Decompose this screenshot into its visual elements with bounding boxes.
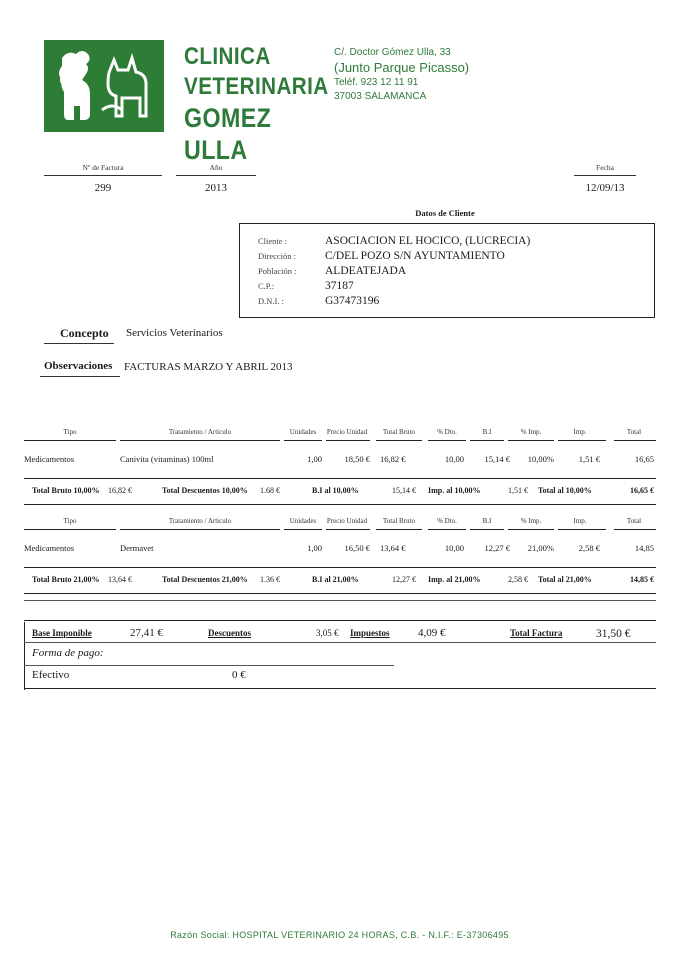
concepto-underline <box>44 343 114 344</box>
row2-tratamiento: Dermavet <box>120 543 154 553</box>
payment-label: Forma de pago: <box>32 647 104 659</box>
col-header-imp-pct: % Imp. <box>520 428 542 436</box>
row1-tratamiento: Canivita (vitaminas) 100ml <box>120 454 214 464</box>
col-rule <box>470 529 504 530</box>
descuentos-value: 3,05 € <box>316 628 339 638</box>
base-imponible-label: Base Imponible <box>32 628 92 638</box>
address-street: C/. Doctor Gómez Ulla, 33 <box>334 47 451 58</box>
col-rule <box>558 440 606 441</box>
clinic-name-line3: GOMEZ ULLA <box>184 103 272 165</box>
summary2-desc-label: Total Descuentos 21,00% <box>162 575 248 584</box>
col-header-tipo: Tipo <box>63 428 77 436</box>
impuestos-label: Impuestos <box>350 628 390 638</box>
col-header-dto: % Dto. <box>437 428 457 436</box>
col-rule <box>614 440 656 441</box>
col-rule <box>428 440 466 441</box>
row1-total: 16,65 <box>634 454 654 464</box>
invoice-date-label: Fecha <box>574 163 636 176</box>
observaciones-label: Observaciones <box>44 360 113 372</box>
row1-bi: 15,14 € <box>484 454 510 464</box>
row2-bi: 12,27 € <box>484 543 510 553</box>
payment-amount: 0 € <box>232 669 246 681</box>
invoice-date: 12/09/13 <box>585 182 625 194</box>
col-header-imp: Imp. <box>573 517 587 525</box>
client-section-title: Datos de Cliente <box>415 208 475 218</box>
col-rule <box>614 529 656 530</box>
clinic-name-line2: VETERINARIA <box>184 73 329 100</box>
row1-imp: 1,51 € <box>578 454 600 464</box>
summary2-imp-value: 2,58 € <box>508 575 528 584</box>
observaciones-value: FACTURAS MARZO Y ABRIL 2013 <box>124 361 293 373</box>
totals-top-rule <box>24 620 656 621</box>
col-rule <box>470 440 504 441</box>
col-rule <box>284 440 322 441</box>
col-rule <box>428 529 466 530</box>
row2-bruto: 13,64 € <box>380 543 406 553</box>
summary2-extra-rule <box>24 600 656 601</box>
invoice-number-label: Nº de Factura <box>44 163 162 176</box>
summary2-desc-value: 1.36 € <box>260 575 280 584</box>
summary1-bottom-rule <box>24 504 656 505</box>
dog-silhouette-logo-icon <box>44 40 164 132</box>
totals-bottom-rule <box>24 688 656 689</box>
client-label-town: Población : <box>258 266 297 276</box>
address-city: 37003 SALAMANCA <box>334 91 427 102</box>
summary1-bruto-label: Total Bruto 10,00% <box>32 486 100 495</box>
row1-tipo: Medicamentos <box>24 454 75 464</box>
client-label-dni: D.N.I. : <box>258 296 284 306</box>
total-factura-label: Total Factura <box>510 628 563 638</box>
client-values <box>325 234 645 309</box>
client-address: C/DEL POZO S/N AYUNTAMIENTO <box>325 250 505 262</box>
col-header-total: Total <box>626 428 642 436</box>
row1-dto: 10,00 <box>444 454 464 464</box>
totals-left-border <box>24 622 25 690</box>
payment-method: Efectivo <box>32 669 70 681</box>
total-factura-value: 31,50 € <box>596 628 631 640</box>
row1-unidades: 1,00 <box>307 454 322 464</box>
col-header-bruto: Total Bruto <box>383 517 415 525</box>
summary1-imp-label: Imp. al 10,00% <box>428 486 481 495</box>
client-zip: 37187 <box>325 280 354 292</box>
row1-precio: 18,50 € <box>344 454 370 464</box>
summary2-top-rule <box>24 567 656 568</box>
col-header-imp: Imp. <box>573 428 587 436</box>
invoice-year: 2013 <box>205 182 227 194</box>
col-header-precio: Precio Unidad <box>326 428 368 436</box>
summary1-bi-label: B.I al 10,00% <box>312 486 359 495</box>
row2-unidades: 1,00 <box>307 543 322 553</box>
observaciones-underline <box>40 376 120 377</box>
col-header-tratamiento: Tratamiento / Articulo <box>168 428 232 436</box>
summary1-desc-value: 1.68 € <box>260 486 280 495</box>
concepto-value: Servicios Veterinarios <box>126 327 223 339</box>
col-rule <box>24 529 116 530</box>
col-rule <box>284 529 322 530</box>
footer-legal-name: Razón Social: HOSPITAL VETERINARIO 24 HORAS, C.B. - N.I.F.: E-37306495 <box>170 930 509 940</box>
col-rule <box>508 440 554 441</box>
row2-imp-pct: 21,00% <box>527 543 554 553</box>
col-rule <box>120 440 280 441</box>
col-header-dto: % Dto. <box>437 517 457 525</box>
col-header-tipo: Tipo <box>63 517 77 525</box>
address-reference: (Junto Parque Picasso) <box>334 60 470 75</box>
summary2-bruto-value: 13,64 € <box>108 575 132 584</box>
row2-total: 14,85 <box>634 543 654 553</box>
payment-rule <box>24 665 394 666</box>
summary1-total-label: Total al 10,00% <box>538 486 592 495</box>
col-header-bi: B.I <box>482 428 492 436</box>
invoice-year-label: Año <box>176 163 256 176</box>
row1-imp-pct: 10,00% <box>527 454 554 464</box>
summary1-top-rule <box>24 478 656 479</box>
summary1-bi-value: 15,14 € <box>392 486 416 495</box>
invoice-number: 299 <box>94 182 112 194</box>
col-header-unidades: Unidades <box>289 428 317 436</box>
row2-precio: 16,50 € <box>344 543 370 553</box>
clinic-name-line1: CLINICA <box>184 43 271 70</box>
client-label-name: Cliente : <box>258 236 288 246</box>
summary2-imp-label: Imp. al 21,00% <box>428 575 481 584</box>
col-header-tratamiento: Tratamiento / Articulo <box>168 517 232 525</box>
summary2-bi-label: B.I al 21,00% <box>312 575 359 584</box>
clinic-logo <box>44 40 164 132</box>
col-rule <box>326 529 370 530</box>
col-header-precio: Precio Unidad <box>326 517 368 525</box>
row2-tipo: Medicamentos <box>24 543 75 553</box>
client-town: ALDEATEJADA <box>325 265 407 277</box>
impuestos-value: 4,09 € <box>418 627 446 639</box>
summary2-total-value: 14,85 € <box>630 575 654 584</box>
concepto-label: Concepto <box>60 326 109 340</box>
totals-mid-rule <box>24 642 656 643</box>
col-rule <box>508 529 554 530</box>
base-imponible-value: 27,41 € <box>130 627 163 639</box>
col-rule <box>24 440 116 441</box>
summary1-desc-label: Total Descuentos 10,00% <box>162 486 248 495</box>
summary2-total-label: Total al 21,00% <box>538 575 592 584</box>
client-label-address: Dirección : <box>258 251 296 261</box>
client-dni: G37473196 <box>325 295 380 307</box>
client-name: ASOCIACION EL HOCICO, (LUCRECIA) <box>325 235 531 247</box>
row1-bruto: 16,82 € <box>380 454 406 464</box>
summary1-bruto-value: 16,82 € <box>108 486 132 495</box>
client-box <box>239 223 655 318</box>
col-header-bruto: Total Bruto <box>383 428 415 436</box>
col-rule <box>376 529 422 530</box>
summary2-bottom-rule <box>24 593 656 594</box>
col-header-imp-pct: % Imp. <box>520 517 542 525</box>
descuentos-label: Descuentos <box>208 628 251 638</box>
client-label-zip: C.P.: <box>258 281 275 291</box>
row2-imp: 2,58 € <box>578 543 600 553</box>
col-header-bi: B.I <box>482 517 492 525</box>
client-labels <box>258 234 318 309</box>
summary1-total-value: 16,65 € <box>630 486 654 495</box>
col-header-unidades: Unidades <box>289 517 317 525</box>
clinic-address <box>334 46 469 104</box>
col-rule <box>120 529 280 530</box>
row2-dto: 10,00 <box>444 543 464 553</box>
summary2-bi-value: 12,27 € <box>392 575 416 584</box>
address-phone: Teléf. 923 12 11 91 <box>334 77 419 88</box>
summary2-bruto-label: Total Bruto 21,00% <box>32 575 100 584</box>
col-rule <box>376 440 422 441</box>
summary1-imp-value: 1,51 € <box>508 486 528 495</box>
col-header-total: Total <box>626 517 642 525</box>
clinic-name <box>184 42 329 166</box>
col-rule <box>558 529 606 530</box>
col-rule <box>326 440 370 441</box>
